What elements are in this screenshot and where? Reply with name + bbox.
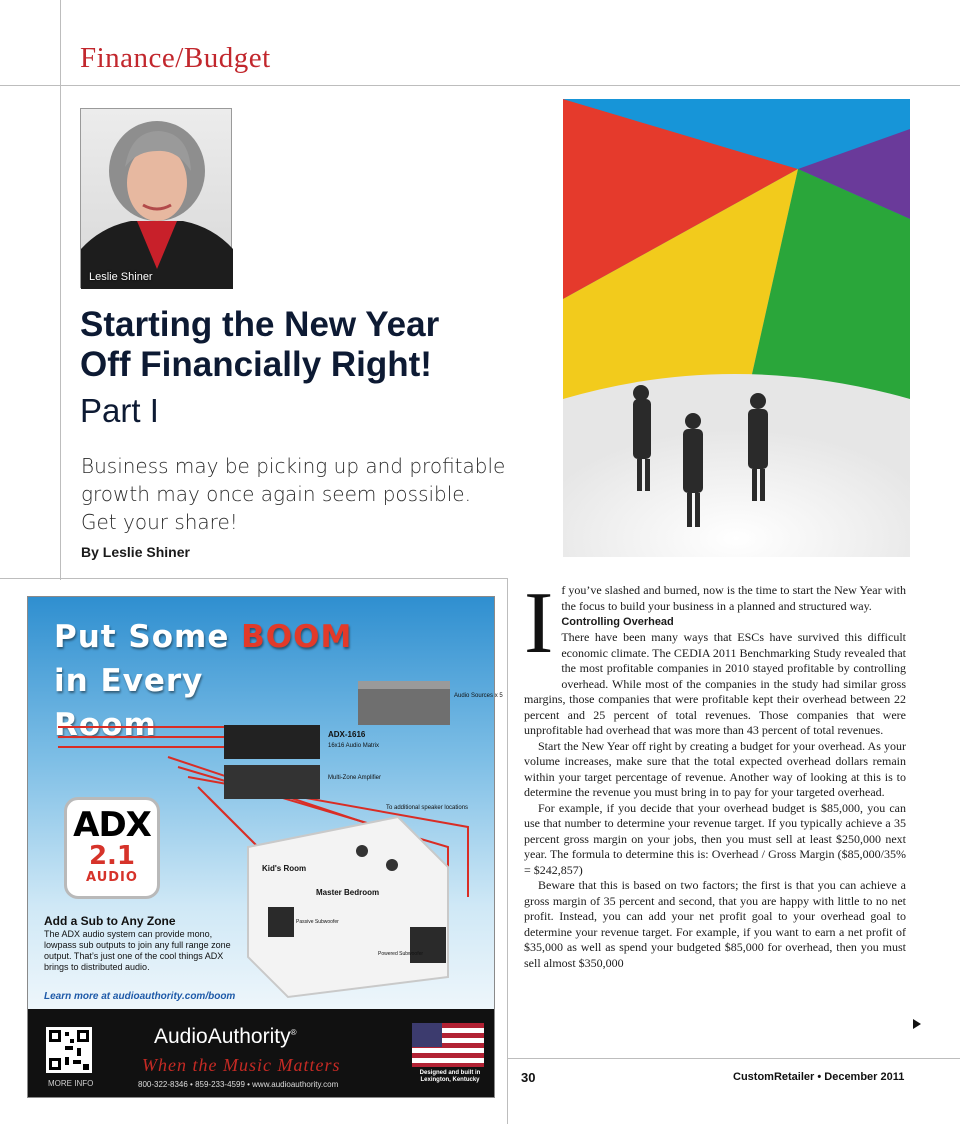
paragraph-4: For example, if you decide that your overhead budget is $85,000, you can use that number to determine your revenue target. If you typically achieve a 35 percent gross margin on your jobs, then you must sell at least $250,000 next year. The formula to determine this is: Overhead / Gross Margin ($85,000/35% = $242,857) xyxy=(524,800,906,877)
column-rule-left xyxy=(60,0,61,580)
brand-tagline: When the Music Matters xyxy=(142,1055,341,1075)
paragraph-1: f you’ve slashed and burned, now is the time to start the New Year with the focus to build your business in a planned and structured way. xyxy=(561,583,906,613)
label-matrix-sub: 16x16 Audio Matrix xyxy=(328,743,380,749)
brand-registered: ® xyxy=(290,1028,297,1037)
label-sources: Audio Sources x 5 xyxy=(454,693,503,699)
label-matrix: ADX-1616 xyxy=(328,730,366,739)
ad-headline-1: Put Some xyxy=(54,619,242,655)
ad-headline-boom: BOOM xyxy=(241,619,353,655)
pie-figures-illustration xyxy=(563,99,910,557)
headline-part: Part I xyxy=(80,392,159,429)
paragraph-2: There have been many ways that ESCs have survived this difficult economic climate. The CEDIA 2011 Benchmarking Study revealed that the most profitable companies in 2010 stayed profitable by controlling overhead. While most of the companies in the study had similar gross margins, those companies that were profitable kept their overhead between 22 percent and 25 percent of total revenues. Those companies that were unprofitable had overhead that was more than 43 percent of total revenues. xyxy=(524,630,906,737)
drop-cap: I xyxy=(524,575,554,672)
us-flag-icon xyxy=(412,1023,484,1067)
author-photo xyxy=(80,108,232,288)
ad-learn-more-link[interactable]: Learn more at audioauthority.com/boom xyxy=(44,991,236,1002)
header-rule xyxy=(0,85,960,86)
qr-code-icon[interactable] xyxy=(46,1027,92,1073)
publication-info: CustomRetailer • December 2011 xyxy=(733,1071,905,1083)
adx-audio: AUDIO xyxy=(86,870,138,885)
deck xyxy=(81,452,521,536)
ad-top-rule xyxy=(0,578,508,579)
paragraph-5: Beware that this is based on two factors; the first is that you can achieve a gross margin of 35 percent and second, that you are happy with little to no net profit. Instead, you can add your net profit goal to your overhead goal to determine your revenue target. For example, if you want to earn a net profit of $35,000 as well as spend your budgeted $85,000 for overhead, then you must sell almost $350,000 xyxy=(524,878,906,970)
label-passive-sub: Passive Subwoofer xyxy=(296,919,339,925)
section-title: Finance/Budget xyxy=(80,42,271,74)
page-number: 30 xyxy=(521,1070,536,1085)
headline-line-2: Off Financially Right! xyxy=(80,345,432,384)
ad-sub-body: The ADX audio system can provide mono, lowpass sub outputs to join any full range zone output. That’s just one of the cool things ADX brings to distributed audio. xyxy=(44,929,231,972)
label-speakers: To additional speaker locations xyxy=(386,805,469,811)
contact-info: 800-322-8346 • 859-233-4599 • www.audioauthority.com xyxy=(138,1080,339,1089)
pie-chart-photo xyxy=(563,99,910,557)
ad-main-panel xyxy=(28,597,503,1009)
ad-headline-2: in Every xyxy=(54,663,204,699)
article-body xyxy=(524,575,906,971)
label-kids-room: Kid's Room xyxy=(262,864,307,873)
headline-line-1: Starting the New Year xyxy=(80,305,440,344)
continued-arrow-icon xyxy=(913,1019,921,1029)
label-master-bedroom: Master Bedroom xyxy=(316,888,380,897)
footer-rule xyxy=(508,1058,960,1059)
paragraph-3: Start the New Year off right by creating a budget for your overhead. As your volume increases, make sure that the total expected overhead dollars remain within your target percentage of revenue. Another way of looking at this is to determine the revenue you must bring in to pay for your targeted overhead. xyxy=(524,738,906,799)
ad-sub-title: Add a Sub to Any Zone xyxy=(44,914,176,928)
more-info-label: MORE INFO xyxy=(48,1079,94,1088)
designed-in: Designed and built in Lexington, Kentucky xyxy=(419,1070,481,1083)
brand-text: AudioAuthority xyxy=(154,1025,291,1048)
adx-logo-badge xyxy=(64,797,160,899)
deck-line-3: Get your share! xyxy=(81,510,238,534)
audio-authority-ad[interactable] xyxy=(27,596,503,1098)
ad-headline-3: Room xyxy=(54,707,157,743)
adx-logo: ADX xyxy=(73,805,151,845)
headline xyxy=(80,305,550,385)
photo-caption: Leslie Shiner xyxy=(89,271,153,283)
deck-line-2: growth may once again seem possible. xyxy=(81,482,471,506)
byline: By Leslie Shiner xyxy=(81,544,190,560)
subhead-controlling-overhead: Controlling Overhead xyxy=(561,616,674,628)
brand-name xyxy=(154,1025,297,1049)
ad-footer xyxy=(28,1009,494,1097)
deck-line-1: Business may be picking up and profitable xyxy=(81,454,506,478)
label-amp: Multi-Zone Amplifier xyxy=(328,775,382,781)
column-rule-middle xyxy=(507,578,508,1124)
portrait-illustration xyxy=(81,109,233,289)
label-powered-sub: Powered Subwoofer xyxy=(378,951,424,957)
adx-version: 2.1 xyxy=(88,841,136,871)
